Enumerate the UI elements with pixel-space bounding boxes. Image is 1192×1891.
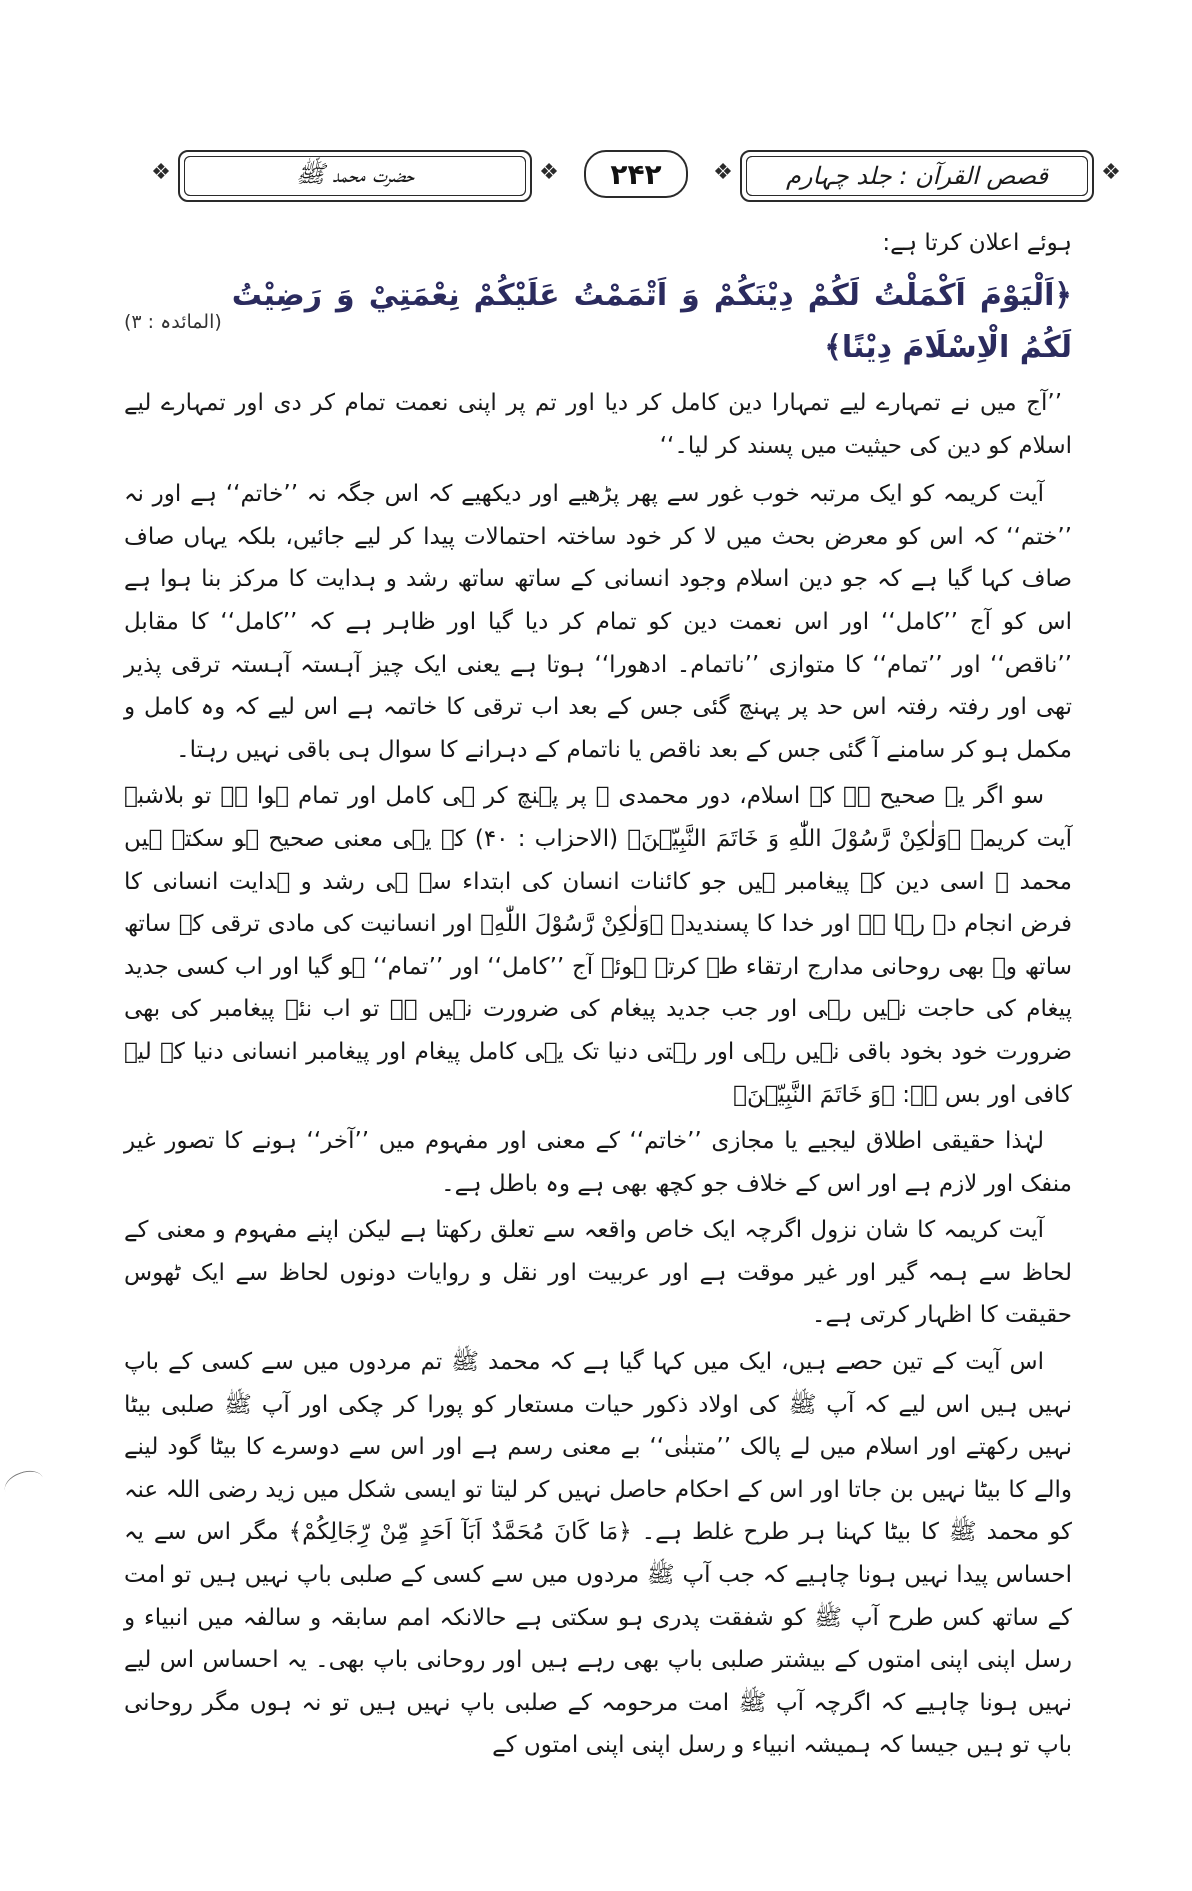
page-number-text: ۲۴۲ bbox=[610, 157, 662, 191]
paragraph: سو اگر یہ صحیح ہے کہ اسلام، دور محمدی ﷺ پر پہنچ کر ہی کامل اور تمام ہوا ہے تو بلاشبہ آیت کریمہ ﴿وَلٰكِنْ رَّسُوْلَ اللّٰهِ وَ خَاتَمَ النَّبِيّٖنَ﴾ (الاحزاب : ۴۰) کے یہی معنی صحیح ہو سکتے ہیں محمد ﷺ اسی دین کے پیغامبر ہیں جو کائنات انسان کی ابتداء سے ہی رشد و ہدایت انسانی کا فرض انجام دے رہا ہے اور خدا کا پسندیدہ ﴿وَلٰكِنْ رَّسُوْلَ اللّٰهِ﴾ اور انسانیت کی مادی ترقی کے ساتھ ساتھ وہ بھی روحانی مدارج ارتقاء طے کرتے ہوئے آج ’’کامل‘‘ اور ’’تمام‘‘ ہو گیا اور اب کسی جدید پیغام کی حاجت نہیں رہی اور جب جدید پیغام کی ضرورت نہیں ہے تو اب نئے پیغامبر کی بھی ضرورت خود بخود باقی نہیں رہی اور رہتی دنیا تک یہی کامل پیغام اور پیغامبر انسانی دنیا کے لیے کافی اور بس ہے: ﴿وَ خَاتَمَ النَّبِيّٖنَ﴾ bbox=[124, 783, 1072, 1108]
ornament-icon: ❖ bbox=[1101, 160, 1121, 185]
intro-line: ہوئے اعلان کرتا ہے: bbox=[882, 230, 1072, 256]
paragraph: لہٰذا حقیقی اطلاق لیجیے یا مجازی ’’خاتم‘‘ کے معنی اور مفہوم میں ’’آخر‘‘ ہونے کا تصور غیر منفک اور لازم ہے اور اس کے خلاف جو کچھ بھی ہے وہ باطل ہے۔ bbox=[124, 1128, 1072, 1197]
chapter-title-text: حضرت محمد ﷺ bbox=[295, 159, 415, 188]
paragraph: آیت کریمہ کو ایک مرتبہ خوب غور سے پھر پڑھیے اور دیکھیے کہ اس جگہ نہ ’’خاتم‘‘ ہے اور نہ ’’ختم‘‘ کہ اس کو معرض بحث میں لا کر خود ساختہ احتمالات پیدا کر لیے جائیں، بلکہ یہاں صاف صاف کہا گیا ہے کہ جو دین اسلام وجود انسانی کے ساتھ ساتھ رشد و ہدایت کا مرکز بنا ہوا ہے اس کو آج ’’کامل‘‘ اور اس نعمت دین کو تمام کر دیا گیا اور ظاہر ہے کہ ’’کامل‘‘ کا مقابل ’’ناقص‘‘ اور ’’تمام‘‘ کا متوازی ’’ناتمام۔ ادھورا‘‘ ہوتا ہے یعنی ایک چیز آہستہ آہستہ ترقی پذیر تھی اور رفتہ رفتہ اس حد پر پہنچ گئی جس کے بعد اب ترقی کا خاتمہ ہے اس لیے کہ وہ کامل و مکمل ہو کر سامنے آ گئی جس کے بعد ناقص یا ناتمام کے دہرانے کا سوال ہی باقی نہیں رہتا۔ bbox=[124, 481, 1072, 763]
main-text bbox=[124, 222, 1072, 1771]
page-header bbox=[148, 150, 1124, 206]
paragraph: آیت کریمہ کا شان نزول اگرچہ ایک خاص واقعہ سے تعلق رکھتا ہے لیکن اپنے مفہوم و معنی کے لحاظ سے ہمہ گیر اور غیر موقت ہے اور عربیت اور نقل و روایات دونوں لحاظ سے ایک ٹھوس حقیقت کا اظہار کرتی ہے۔ bbox=[124, 1217, 1072, 1329]
verse-reference: (المائدہ : ۳) bbox=[124, 311, 222, 333]
verse-translation: ’’آج میں نے تمہارے لیے تمہارا دین کامل کر دیا اور تم پر اپنی نعمت تمام کر دی اور تمہارے لیے اسلام کو دین کی حیثیت میں پسند کر لیا۔‘‘ bbox=[124, 390, 1072, 459]
page-number bbox=[584, 150, 688, 198]
margin-mark bbox=[1, 1466, 47, 1503]
ornament-icon: ❖ bbox=[713, 160, 733, 185]
ornament-icon: ❖ bbox=[539, 160, 559, 185]
paragraph: اس آیت کے تین حصے ہیں، ایک میں کہا گیا ہے کہ محمد ﷺ تم مردوں میں سے کسی کے باپ نہیں ہیں اس لیے کہ آپ ﷺ کی اولاد ذکور حیات مستعار کو پورا کر چکی اور آپ ﷺ صلبی بیٹا نہیں رکھتے اور اسلام میں لے پالک ’’متبنٰی‘‘ بے معنی رسم ہے اور اس سے دوسرے کا بیٹا گود لینے والے کا بیٹا نہیں بن جاتا اور اس کے احکام حاصل نہیں کر لیتا تو ایسی شکل میں زید رضی اللہ عنہ کو محمد ﷺ کا بیٹا کہنا ہر طرح غلط ہے۔ ﴿مَا كَانَ مُحَمَّدٌ اَبَآ اَحَدٍ مِّنْ رِّجَالِكُمْ﴾ مگر اس سے یہ احساس پیدا نہیں ہونا چاہیے کہ جب آپ ﷺ مردوں میں سے کسی کے صلبی باپ نہیں ہیں تو امت کے ساتھ کس طرح آپ ﷺ کو شفقت پدری ہو سکتی ہے حالانکہ امم سابقہ و سالفہ میں انبیاء و رسل اپنی اپنی امتوں کے بیشتر صلبی باپ بھی رہے ہیں اور روحانی باپ بھی۔ یہ احساس اس لیے نہیں ہونا چاہیے کہ اگرچہ آپ ﷺ امت مرحومہ کے صلبی باپ نہیں ہیں تو نہ ہوں مگر روحانی باپ تو ہیں جیسا کہ ہمیشہ انبیاء و رسل اپنی اپنی امتوں کے bbox=[124, 1349, 1072, 1759]
ornament-icon: ❖ bbox=[151, 160, 171, 185]
chapter-title bbox=[178, 150, 532, 202]
book-title bbox=[740, 150, 1094, 202]
verse-text: ﴿اَلْيَوْمَ اَكْمَلْتُ لَكُمْ دِيْنَكُمْ وَ اَتْمَمْتُ عَلَيْكُمْ نِعْمَتِيْ وَ رَضِيْتُ لَكُمُ الْاِسْلَامَ دِيْنًا﴾ bbox=[231, 278, 1072, 365]
quran-verse bbox=[124, 270, 1072, 374]
book-title-text: قصص القرآن : جلد چہارم bbox=[786, 162, 1048, 190]
